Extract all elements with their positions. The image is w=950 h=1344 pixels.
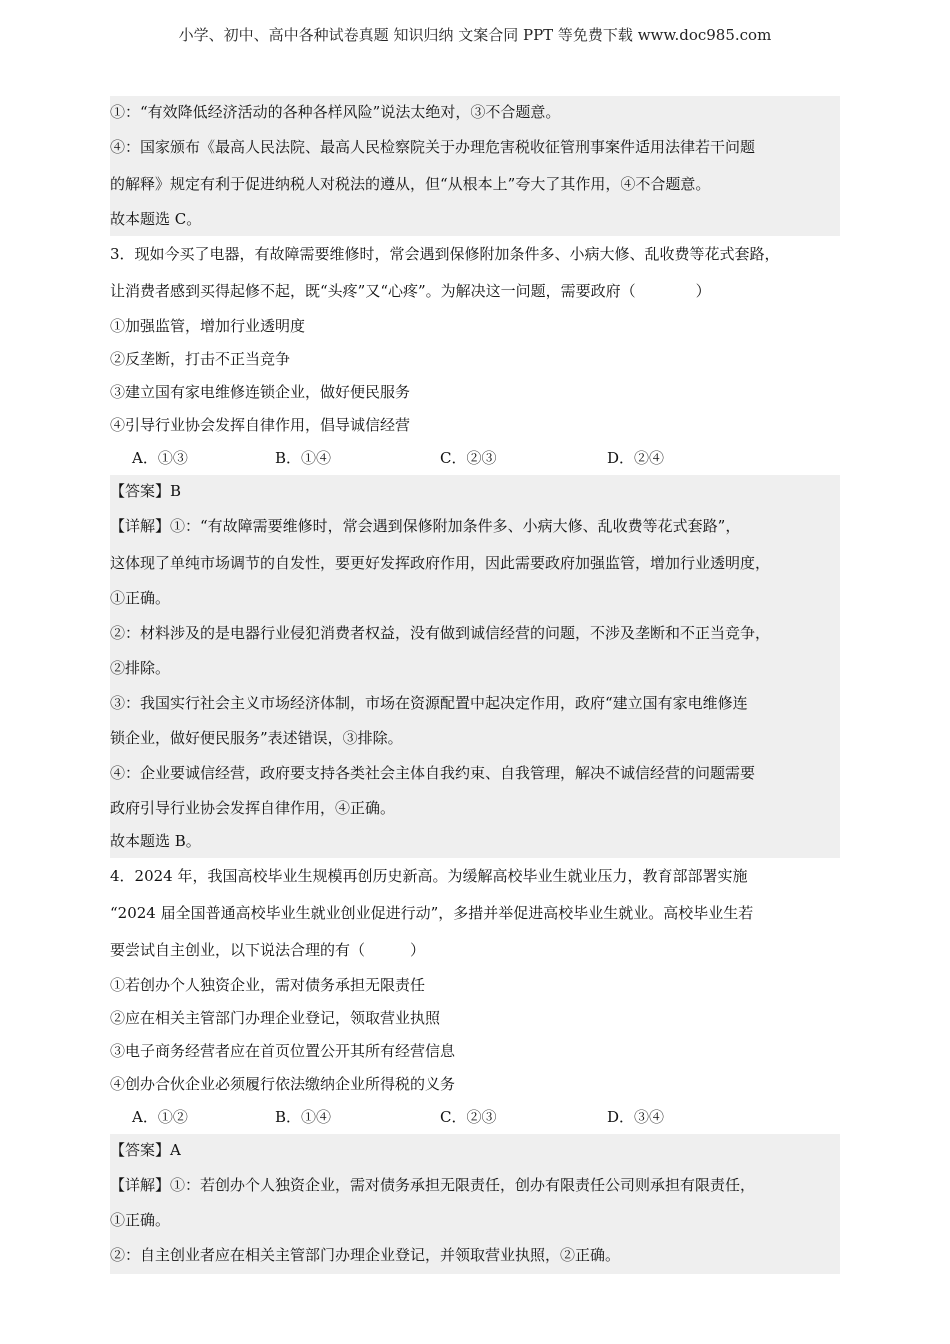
text-line: 故本题选 C。 bbox=[110, 210, 202, 228]
question-stem: “2024 届全国普通高校毕业生就业创业促进行动”，多措并举促进高校毕业生就业。高校毕业生若 bbox=[110, 904, 754, 922]
statement-item: ③电子商务经营者应在首页位置公开其所有经营信息 bbox=[110, 1042, 456, 1060]
statement-item: ④引导行业协会发挥自律作用，倡导诚信经营 bbox=[110, 416, 411, 434]
q4-answer-block bbox=[110, 1134, 840, 1274]
question-stem: 3．现如今买了电器，有故障需要维修时，常会遇到保修附加条件多、小病大修、乱收费等花式套路， bbox=[110, 245, 780, 263]
option-b: B．①④ bbox=[275, 1108, 332, 1126]
answer-options bbox=[110, 1101, 840, 1134]
question-3 bbox=[110, 236, 840, 475]
answer-options bbox=[110, 442, 840, 475]
option-d: D．②④ bbox=[607, 449, 665, 467]
text-line: 这体现了单纯市场调节的自发性，要更好发挥政府作用，因此需要政府加强监管，增加行业透明度， bbox=[110, 554, 771, 572]
text-line: 的解释》规定有利于促进纳税人对税法的遵从，但“从根本上”夸大了其作用，④不合题意。 bbox=[110, 175, 711, 193]
option-d: D．③④ bbox=[607, 1108, 665, 1126]
statement-item: ②反垄断，打击不正当竞争 bbox=[110, 350, 291, 368]
question-stem: 要尝试自主创业，以下说法合理的有（ ） bbox=[110, 941, 426, 959]
text-line: 政府引导行业协会发挥自律作用，④正确。 bbox=[110, 799, 396, 817]
question-stem: 4．2024 年，我国高校毕业生规模再创历史新高。为缓解高校毕业生就业压力，教育部部署实施 bbox=[110, 867, 748, 885]
text-line: ③：我国实行社会主义市场经济体制，市场在资源配置中起决定作用，政府“建立国有家电维修连 bbox=[110, 694, 748, 712]
question-stem: 让消费者感到买得起修不起，既“头疼”又“心疼”。为解决这一问题，需要政府（ ） bbox=[110, 282, 711, 300]
option-b: B．①④ bbox=[275, 449, 332, 467]
answer-label: 【答案】A bbox=[110, 1141, 181, 1159]
text-line: ②排除。 bbox=[110, 659, 171, 677]
text-line: 【详解】①：若创办个人独资企业，需对债务承担无限责任，创办有限责任公司则承担有限责任， bbox=[110, 1176, 756, 1194]
text-line: 锁企业，做好便民服务”表述错误，③排除。 bbox=[110, 729, 403, 747]
text-line: ①：“有效降低经济活动的各种各样风险”说法太绝对，③不合题意。 bbox=[110, 103, 561, 121]
text-line: ①正确。 bbox=[110, 1211, 171, 1229]
statement-item: ①加强监管，增加行业透明度 bbox=[110, 317, 306, 335]
text-line: ②：材料涉及的是电器行业侵犯消费者权益，没有做到诚信经营的问题，不涉及垄断和不正当竞争， bbox=[110, 624, 771, 642]
text-line: ②：自主创业者应在相关主管部门办理企业登记，并领取营业执照，②正确。 bbox=[110, 1246, 621, 1264]
text-line: 【详解】①：“有故障需要维修时，常会遇到保修附加条件多、小病大修、乱收费等花式套路”， bbox=[110, 517, 741, 535]
option-a: A．①③ bbox=[132, 449, 188, 467]
q3-answer-block bbox=[110, 475, 840, 858]
statement-item: ③建立国有家电维修连锁企业，做好便民服务 bbox=[110, 383, 411, 401]
text-line: ④：企业要诚信经营，政府要支持各类社会主体自我约束、自我管理，解决不诚信经营的问题需要 bbox=[110, 764, 756, 782]
option-c: C．②③ bbox=[440, 449, 497, 467]
text-line: 故本题选 B。 bbox=[110, 832, 201, 850]
text-line: ④：国家颁布《最高人民法院、最高人民检察院关于办理危害税收征管刑事案件适用法律若干问题 bbox=[110, 138, 756, 156]
statement-item: ④创办合伙企业必须履行依法缴纳企业所得税的义务 bbox=[110, 1075, 456, 1093]
text-line: ①正确。 bbox=[110, 589, 171, 607]
statement-item: ①若创办个人独资企业，需对债务承担无限责任 bbox=[110, 976, 426, 994]
page-header: 小学、初中、高中各种试卷真题 知识归纳 文案合同 PPT 等免费下载 www.doc985.com bbox=[178, 26, 772, 44]
q2-explanation-tail bbox=[110, 96, 840, 236]
option-c: C．②③ bbox=[440, 1108, 497, 1126]
answer-label: 【答案】B bbox=[110, 482, 182, 500]
document-body bbox=[110, 96, 840, 1274]
question-4 bbox=[110, 858, 840, 1134]
statement-item: ②应在相关主管部门办理企业登记，领取营业执照 bbox=[110, 1009, 441, 1027]
option-a: A．①② bbox=[132, 1108, 188, 1126]
